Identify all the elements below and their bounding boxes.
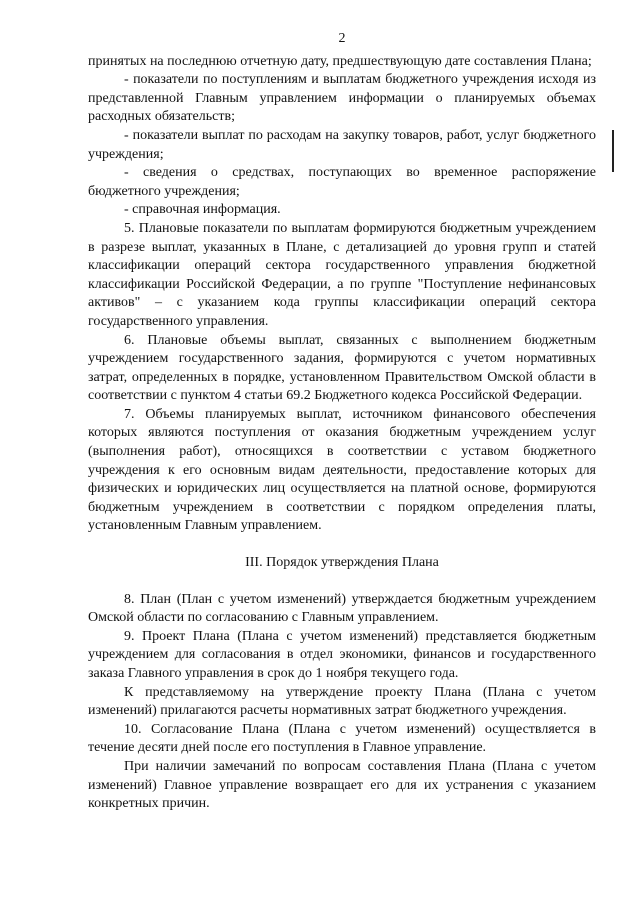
paragraph: 5. Плановые показатели по выплатам формируются бюджетным учреждением в разрезе выплат, указанных в Плане, с детализацией до уровня групп и статей классификации операций сектора государственного управления бюджетной классификации Российской Федерации, а по группе "Поступление нефинансовых активов" – с указанием кода группы классификации операций сектора государственного управления. bbox=[88, 220, 596, 329]
paragraph: К представляемому на утверждение проекту Плана (Плана с учетом изменений) прилагаются расчеты нормативных затрат бюджетного учреждения. bbox=[88, 684, 596, 719]
page-number: 2 bbox=[338, 31, 346, 46]
document-page bbox=[88, 30, 596, 814]
margin-mark bbox=[612, 130, 614, 172]
paragraph: 7. Объемы планируемых выплат, источником финансового обеспечения которых являются поступления от оказания бюджетным учреждением услуг (выполнения работ), относящихся в соответствии с уставом бюджетного учреждения к его основным видам деятельности, предоставление которых для физических и юридических лиц осуществляется на платной основе, формируются бюджетным учреждением в соответствии с порядком определения платы, установленным Главным управлением. bbox=[88, 406, 596, 534]
paragraph: - сведения о средствах, поступающих во временное распоряжение бюджетного учреждения; bbox=[88, 165, 596, 199]
paragraph: 9. Проект Плана (Плана с учетом изменений) представляется бюджетным учреждением для согласования в отдел экономики, финансов и государственного заказа Главного управления в срок до 1 ноября текущего года. bbox=[88, 628, 596, 681]
paragraph: 6. Плановые объемы выплат, связанных с выполнением бюджетным учреждением государственного задания, формируются с учетом нормативных затрат, определенных в порядке, установленном Правительством Омской области в соответствии с пунктом 4 статьи 69.2 Бюджетного кодекса Российской Федерации. bbox=[88, 332, 596, 404]
paragraph: - показатели по поступлениям и выплатам бюджетного учреждения исходя из представленной Главным управлением информации о планируемых объемах расходных обязательств; bbox=[88, 72, 596, 125]
document-body bbox=[88, 53, 596, 814]
paragraph: 8. План (План с учетом изменений) утверждается бюджетным учреждением Омской области по согласованию с Главным управлением. bbox=[88, 591, 596, 626]
paragraph: - справочная информация. bbox=[124, 202, 281, 218]
paragraph: - показатели выплат по расходам на закупку товаров, работ, услуг бюджетного учреждения; bbox=[88, 127, 596, 162]
paragraph: При наличии замечаний по вопросам составления Плана (Плана с учетом изменений) Главное управление возвращает его для их устранения с указанием конкретных причин. bbox=[88, 758, 596, 812]
paragraph: принятых на последнюю отчетную дату, предшествующую дате составления Плана; bbox=[88, 53, 592, 69]
paragraph: 10. Согласование Плана (Плана с учетом изменений) осуществляется в течение десяти дней после его поступления в Главное управление. bbox=[88, 721, 596, 756]
section-heading: III. Порядок утверждения Плана bbox=[245, 555, 439, 571]
